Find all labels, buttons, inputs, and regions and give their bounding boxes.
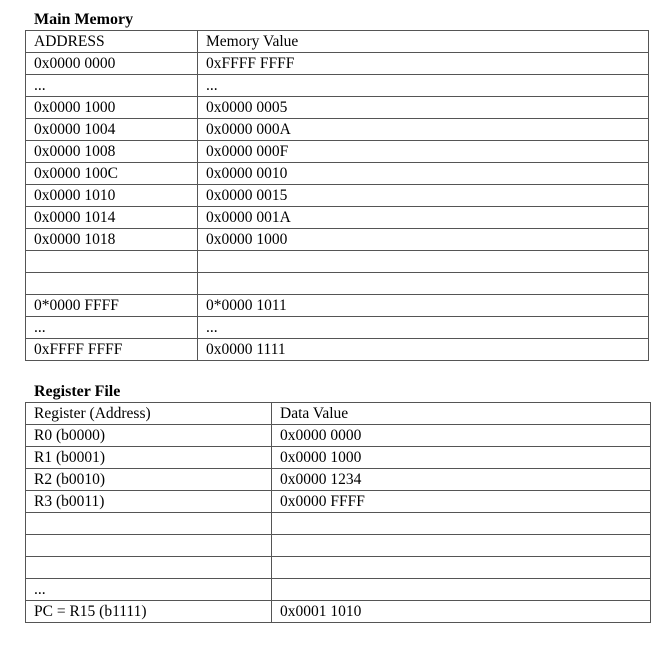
register-file-title: Register File (34, 383, 121, 400)
table-row (26, 447, 651, 469)
table-row (26, 557, 651, 579)
table-row (26, 579, 651, 601)
value-cell: 0xFFFF FFFF (198, 53, 649, 75)
register-cell: R0 (b0000) (26, 425, 272, 447)
value-cell: 0x0000 1111 (198, 339, 649, 361)
register-cell: R3 (b0011) (26, 491, 272, 513)
column-header-address: ADDRESS (26, 31, 198, 53)
register-cell (26, 557, 272, 579)
value-cell: 0x0000 1000 (198, 229, 649, 251)
column-header-memory-value: Memory Value (198, 31, 649, 53)
column-header-data-value: Data Value (272, 403, 651, 425)
data-value-cell: 0x0001 1010 (272, 601, 651, 623)
table-row (26, 601, 651, 623)
table-row (26, 251, 649, 273)
address-cell: 0x0000 100C (26, 163, 198, 185)
table-row (26, 75, 649, 97)
column-header-register: Register (Address) (26, 403, 272, 425)
table-row (26, 425, 651, 447)
value-cell: 0x0000 0005 (198, 97, 649, 119)
main-memory-title: Main Memory (34, 11, 134, 28)
data-value-cell (272, 579, 651, 601)
address-cell: 0x0000 1004 (26, 119, 198, 141)
register-cell: PC = R15 (b1111) (26, 601, 272, 623)
table-row (26, 295, 649, 317)
value-cell: 0x0000 000A (198, 119, 649, 141)
value-cell: ... (198, 317, 649, 339)
table-row (26, 163, 649, 185)
register-file-table (25, 402, 651, 623)
table-row (26, 207, 649, 229)
value-cell: ... (198, 75, 649, 97)
table-header-row (26, 403, 651, 425)
value-cell: 0x0000 0010 (198, 163, 649, 185)
main-memory-table (25, 30, 649, 361)
table-row (26, 513, 651, 535)
address-cell: 0xFFFF FFFF (26, 339, 198, 361)
address-cell: 0x0000 1008 (26, 141, 198, 163)
address-cell: 0x0000 1010 (26, 185, 198, 207)
address-cell: 0x0000 1014 (26, 207, 198, 229)
data-value-cell (272, 535, 651, 557)
address-cell: 0x0000 1018 (26, 229, 198, 251)
register-cell: R2 (b0010) (26, 469, 272, 491)
value-cell: 0x0000 0015 (198, 185, 649, 207)
address-cell: 0x0000 0000 (26, 53, 198, 75)
value-cell (198, 251, 649, 273)
address-cell: ... (26, 75, 198, 97)
data-value-cell (272, 557, 651, 579)
register-cell (26, 535, 272, 557)
address-cell (26, 273, 198, 295)
table-row (26, 273, 649, 295)
value-cell: 0x0000 001A (198, 207, 649, 229)
address-cell (26, 251, 198, 273)
address-cell: 0*0000 FFFF (26, 295, 198, 317)
table-row (26, 119, 649, 141)
table-row (26, 229, 649, 251)
table-header-row (26, 31, 649, 53)
data-value-cell (272, 513, 651, 535)
table-row (26, 97, 649, 119)
value-cell: 0*0000 1011 (198, 295, 649, 317)
table-row (26, 53, 649, 75)
table-row (26, 469, 651, 491)
address-cell: 0x0000 1000 (26, 97, 198, 119)
data-value-cell: 0x0000 1234 (272, 469, 651, 491)
table-row (26, 185, 649, 207)
data-value-cell: 0x0000 0000 (272, 425, 651, 447)
table-row (26, 491, 651, 513)
table-row (26, 141, 649, 163)
address-cell: ... (26, 317, 198, 339)
table-row (26, 535, 651, 557)
table-row (26, 317, 649, 339)
value-cell: 0x0000 000F (198, 141, 649, 163)
register-cell: ... (26, 579, 272, 601)
data-value-cell: 0x0000 FFFF (272, 491, 651, 513)
register-cell (26, 513, 272, 535)
value-cell (198, 273, 649, 295)
table-row (26, 339, 649, 361)
data-value-cell: 0x0000 1000 (272, 447, 651, 469)
register-cell: R1 (b0001) (26, 447, 272, 469)
